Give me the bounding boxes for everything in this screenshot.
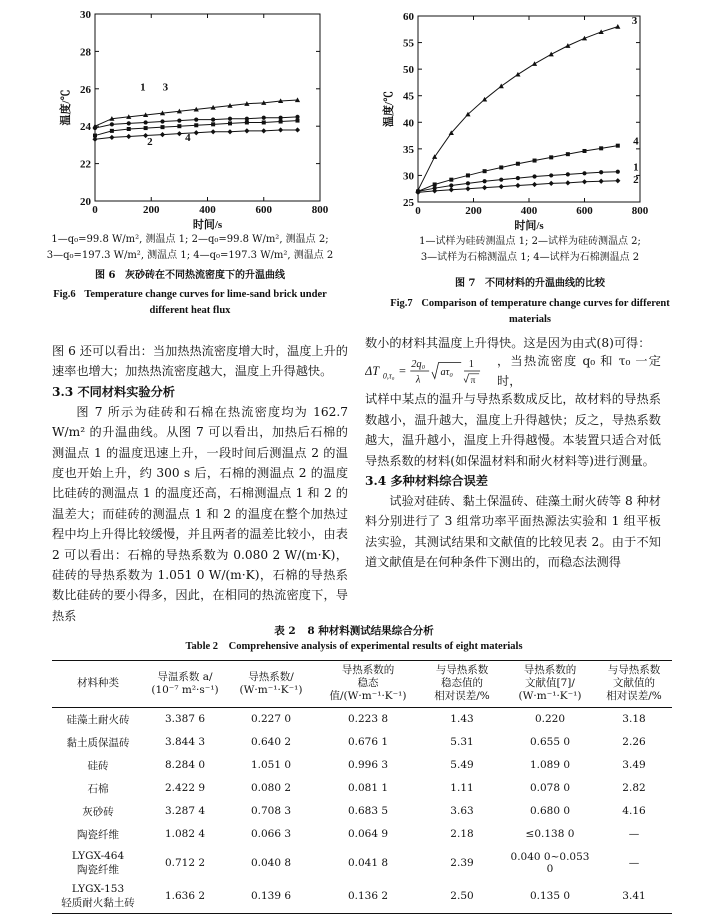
- table-cell: 0.683 5: [347, 805, 389, 817]
- series-1-point: [177, 118, 181, 122]
- series-3-point: [615, 24, 620, 29]
- series-1-point: [616, 170, 620, 174]
- fig7-caption-en-num: Fig.7: [390, 298, 413, 309]
- table-cell-material: 陶瓷纤维: [77, 828, 119, 841]
- series-4-point: [516, 162, 520, 166]
- series-line-3: [418, 27, 618, 191]
- table-cell: 0.680 0: [529, 805, 571, 817]
- table-cell: —: [628, 856, 640, 869]
- table2-title-cn-text: 8 种材料测试结果综合分析: [307, 625, 434, 637]
- y-tick-label: 55: [403, 37, 414, 50]
- table-cell: 8.284 0: [164, 759, 206, 771]
- table-cell-material: 硅砖: [87, 759, 109, 772]
- table-cell: 1.11: [450, 782, 474, 794]
- series-1-point: [110, 122, 114, 126]
- table-cell: 0.135 0: [529, 890, 571, 903]
- table-cell: 0.136 2: [347, 890, 389, 903]
- series-1-point: [211, 118, 215, 122]
- y-tick-label: 40: [403, 117, 414, 130]
- series-2-point: [499, 184, 504, 189]
- y-axis-label: 温度/℃: [383, 90, 395, 128]
- table-cell: 3.287 4: [164, 805, 206, 817]
- series-4-point: [416, 189, 420, 193]
- table-cell: 0.676 1: [347, 736, 389, 748]
- series-2-point: [194, 130, 199, 135]
- series-2-point: [565, 180, 570, 185]
- fig6-caption-cn: [14, 268, 366, 284]
- col-header-steady-error: 与导热系数 稳态值的 相对误差/%: [420, 661, 504, 708]
- series-1-point: [295, 115, 299, 119]
- table-cell: ≤0.138 0: [525, 828, 575, 840]
- series-2-point: [615, 178, 620, 183]
- table-cell: 2.50: [450, 890, 474, 903]
- y-tick-label: 30: [80, 9, 91, 21]
- svg-text:λ: λ: [415, 374, 421, 386]
- x-axis-label: 时间/s: [514, 220, 544, 232]
- table-cell: 0.655 0: [529, 736, 571, 748]
- series-4-point: [245, 120, 249, 124]
- equation-formula: [365, 354, 497, 388]
- col-header-literature: 导热系数的 文献值[7]/ (W·m⁻¹·K⁻¹): [504, 661, 596, 708]
- table-cell-material: 硅藻土耐火砖: [66, 713, 130, 726]
- table-cell: 2.422 9: [164, 782, 206, 794]
- series-4-point: [566, 152, 570, 156]
- fig6-caption-en-2: different heat flux: [149, 305, 231, 316]
- x-tick-label: 600: [255, 204, 272, 216]
- plot-frame: [95, 14, 320, 201]
- fig6-legend-line-2: 3—q₀=197.3 W/m², 测温点 1; 4—q₀=197.3 W/m², 测温点 2: [46, 250, 334, 261]
- series-4-point: [262, 120, 266, 124]
- section-3-3-heading: 3.3 不同材料实验分析: [52, 384, 175, 399]
- table-row: [52, 823, 672, 846]
- table2-title-en: [0, 641, 708, 652]
- table-cell: 0.220: [534, 713, 566, 726]
- fig6-caption-en-1: Temperature change curves for lime-sand brick under: [84, 289, 327, 300]
- y-tick-label: 26: [80, 83, 91, 96]
- left-column-text: [52, 341, 348, 626]
- svg-text:ΔT: ΔT: [365, 364, 380, 379]
- series-4-point: [127, 127, 131, 131]
- y-tick-label: 22: [80, 158, 91, 171]
- series-1-point: [566, 172, 570, 176]
- x-tick-label: 0: [92, 204, 98, 216]
- series-1-point: [245, 117, 249, 121]
- series-2-point: [126, 134, 131, 139]
- series-2-point: [449, 187, 454, 192]
- table-cell: 0.040 8: [250, 856, 292, 869]
- series-4-point: [449, 178, 453, 182]
- table-cell: 0.080 2: [250, 782, 292, 794]
- series-2-point: [244, 128, 249, 133]
- fig6-caption-en-num: Fig.6: [53, 289, 76, 300]
- x-tick-label: 0: [415, 205, 421, 217]
- table2-title-en-num: Table 2: [185, 641, 219, 652]
- table-cell: 0.996 3: [347, 759, 389, 771]
- series-1-point: [228, 117, 232, 121]
- table-cell: 0.066 3: [250, 828, 292, 840]
- table-cell: 0.223 8: [347, 713, 389, 726]
- series-label-1: 1: [140, 81, 146, 94]
- table-cell: 0.078 0: [529, 782, 571, 794]
- fig7-caption-en-2: materials: [509, 314, 551, 325]
- series-4-point: [616, 144, 620, 148]
- table-cell: 3.41: [622, 890, 646, 903]
- fig6-caption-en: [14, 287, 366, 319]
- series-1-point: [549, 173, 553, 177]
- table-cell: 2.39: [450, 856, 474, 869]
- y-tick-label: 60: [403, 11, 414, 23]
- table-row: [52, 880, 672, 914]
- series-label-1: 1: [633, 161, 639, 174]
- svg-text:=: =: [398, 364, 406, 379]
- series-1-point: [127, 121, 131, 125]
- table-header-row: [52, 661, 672, 708]
- y-tick-label: 45: [403, 90, 414, 103]
- paragraph-conductivity-explanation: 试样中某点的温升与导热系数成反比，故材料的导热系数越小，温升越大，温度上升得越快；反之，导热系数越大，温升越小，温度上升得越慢。本装置只适合对低导热系数的材料(如保温材料和耐火材料等)进行测量。: [365, 392, 661, 468]
- series-1-point: [483, 179, 487, 183]
- y-tick-label: 20: [80, 196, 91, 208]
- table-cell: 3.49: [622, 759, 646, 771]
- table-cell: 2.18: [450, 828, 474, 840]
- table-cell: 0.227 0: [250, 713, 292, 726]
- fig7-caption-en-1: Comparison of temperature change curves for different: [421, 298, 670, 309]
- fig7-legend: [362, 234, 698, 266]
- fig7-chart: [378, 4, 668, 236]
- fig6-chart: [40, 4, 340, 234]
- series-4-point: [583, 149, 587, 153]
- results-table: [52, 660, 672, 914]
- x-tick-label: 800: [311, 204, 329, 216]
- series-2-point: [515, 183, 520, 188]
- x-tick-label: 200: [143, 204, 160, 216]
- series-2-point: [160, 132, 165, 137]
- table-cell-material: LYGX-153 轻质耐火黏土砖: [61, 883, 135, 910]
- series-label-3: 3: [631, 14, 638, 27]
- series-3-point: [565, 43, 570, 48]
- table-cell: 5.49: [450, 759, 474, 771]
- series-4-point: [211, 122, 215, 126]
- svg-text:1: 1: [468, 359, 474, 371]
- fig6-caption-cn-num: 图 6: [95, 270, 116, 281]
- y-tick-label: 30: [403, 170, 414, 183]
- table2-title-en-text: Comprehensive analysis of experimental results of eight materials: [228, 641, 523, 652]
- series-2-point: [465, 186, 470, 191]
- series-1-point: [466, 181, 470, 185]
- series-4-point: [144, 126, 148, 130]
- table-row: [52, 731, 672, 754]
- right-column-text: [365, 333, 661, 573]
- col-header-conductivity: 导热系数/ (W·m⁻¹·K⁻¹): [226, 661, 316, 708]
- fig7-caption-cn-text: 不同材料的升温曲线的比较: [484, 278, 605, 289]
- series-4-point: [161, 125, 165, 129]
- series-1-point: [160, 119, 164, 123]
- table-cell-material: LYGX-464 陶瓷纤维: [71, 849, 125, 876]
- table-cell: 3.844 3: [164, 736, 206, 748]
- plot-frame: [418, 16, 640, 202]
- series-1-point: [499, 178, 503, 182]
- table2-title-cn-num: 表 2: [274, 625, 296, 637]
- paragraph-material-analysis: 图 7 所示为硅砖和石棉在热流密度均为 162.7 W/m² 的升温曲线。从图 7 可以看出，加热后石棉的测温点 1 的温度迅速上升，一段时间后测温点 2 的温度也开始上升，约 300 s 后，石棉的测温点 2 的温度比硅砖的测温点 1 的温度还高，石棉测温点 1 和 2 的温差大；而硅砖的测温点 1 和 2 的温度在整个加热过程中均上升得比较缓慢，并且两者的温差比较小，由表 2 可以看出：石棉的导热系数为 0.080 2 W/(m·K)，硅砖的导热系数为 1.051 0 W/(m·K)，石棉的导热系数比硅砖的要小得多，因此，在相同的热流密度下，导热系: [52, 404, 348, 623]
- paragraph-fig6-observation: 图 6 还可以看出：当加热热流密度增大时，温度上升的速率也增大；加热热流密度越大，温度上升得越快。: [52, 344, 348, 379]
- series-2-point: [211, 129, 216, 134]
- y-tick-label: 50: [403, 64, 414, 77]
- table-cell: 1.43: [450, 713, 474, 726]
- table-cell: 2.82: [622, 782, 646, 794]
- x-tick-label: 600: [576, 205, 593, 217]
- table-row: [52, 708, 672, 731]
- svg-text:π: π: [470, 376, 476, 387]
- series-2-point: [532, 182, 537, 187]
- fig6-caption-cn-text: 灰砂砖在不同热流密度下的升温曲线: [124, 270, 285, 281]
- series-4-point: [93, 134, 97, 138]
- series-label-2: 2: [147, 135, 153, 148]
- fig7-caption-cn-num: 图 7: [455, 278, 476, 289]
- series-label-4: 4: [633, 135, 639, 148]
- fig7-caption-en: [362, 296, 698, 328]
- series-1-point: [582, 171, 586, 175]
- series-1-point: [599, 170, 603, 174]
- svg-text:aτ₀: aτ₀: [440, 367, 453, 379]
- table-cell: 1.089 0: [529, 759, 571, 771]
- series-4-point: [599, 146, 603, 150]
- series-1-point: [262, 116, 266, 120]
- series-4-point: [499, 165, 503, 169]
- table-row: [52, 846, 672, 880]
- series-1-point: [532, 174, 536, 178]
- series-2-point: [582, 179, 587, 184]
- table-cell: 4.16: [622, 805, 646, 817]
- series-4-point: [433, 182, 437, 186]
- equation-trailing-text: ，当热流密度 q₀ 和 τ₀ 一定时，: [497, 354, 661, 389]
- table-cell: 1.082 4: [164, 828, 206, 840]
- series-4-point: [483, 169, 487, 173]
- series-3-point: [499, 84, 504, 89]
- x-tick-label: 400: [199, 204, 216, 216]
- fig7-legend-line-2: 3—试样为石棉测温点 1; 4—试样为石棉测温点 2: [420, 252, 640, 263]
- y-tick-label: 25: [403, 197, 414, 209]
- series-1-point: [194, 118, 198, 122]
- table-cell: 1.636 2: [164, 890, 206, 903]
- table-cell: 0.041 8: [347, 856, 389, 869]
- series-3-point: [532, 61, 537, 66]
- fig7-legend-line-1: 1—试样为硅砖测温点 1; 2—试样为硅砖测温点 2;: [419, 236, 641, 247]
- y-tick-label: 28: [80, 46, 91, 59]
- table-cell: 2.26: [622, 736, 646, 748]
- series-2-point: [295, 127, 300, 132]
- series-4-point: [228, 121, 232, 125]
- series-1-point: [144, 120, 148, 124]
- series-4-point: [279, 120, 283, 124]
- series-2-point: [549, 181, 554, 186]
- fig6-legend-line-1: 1—q₀=99.8 W/m², 测温点 1; 2—q₀=99.8 W/m², 测温点 2;: [51, 234, 329, 245]
- x-tick-label: 800: [631, 205, 649, 217]
- table-cell-material: 黏土质保温砖: [66, 736, 130, 749]
- series-2-point: [227, 129, 232, 134]
- x-axis-label: 时间/s: [192, 219, 223, 231]
- table-cell: 0.712 2: [164, 856, 206, 869]
- series-2-point: [482, 185, 487, 190]
- series-2-point: [278, 127, 283, 132]
- y-axis-label: 温度/℃: [60, 89, 72, 126]
- table-cell: 0.064 9: [347, 828, 389, 840]
- series-1-point: [516, 176, 520, 180]
- table-cell: 0.640 2: [250, 736, 292, 748]
- series-1-point: [449, 183, 453, 187]
- table-cell: —: [628, 828, 640, 840]
- series-4-point: [466, 173, 470, 177]
- series-4-point: [110, 129, 114, 133]
- table-cell: 0.081 1: [347, 782, 389, 794]
- series-4-point: [296, 119, 300, 123]
- col-header-steady-state: 导热系数的 稳态值/(W·m⁻¹·K⁻¹): [316, 661, 420, 708]
- series-4-point: [194, 123, 198, 127]
- series-label-4: 4: [185, 132, 191, 145]
- series-label-2: 2: [633, 173, 639, 186]
- table-cell: 3.18: [622, 713, 646, 726]
- series-3-point: [549, 52, 554, 57]
- series-label-3: 3: [162, 81, 169, 94]
- fig7-caption-cn: [362, 276, 698, 292]
- x-tick-label: 400: [520, 205, 538, 217]
- table-row: [52, 777, 672, 800]
- series-2-point: [599, 179, 604, 184]
- series-2-point: [261, 128, 266, 133]
- y-tick-label: 35: [403, 143, 414, 156]
- table-cell: 1.051 0: [250, 759, 292, 771]
- series-2-point: [109, 135, 114, 140]
- table-cell: 0.139 6: [250, 890, 292, 903]
- series-1-point: [279, 116, 283, 120]
- table-cell: 0.040 0~0.053 0: [510, 850, 590, 875]
- fig6-legend: [14, 232, 366, 264]
- svg-text:2q₀: 2q₀: [411, 359, 426, 371]
- col-header-literature-error: 与导热系数 文献值的 相对误差/%: [596, 661, 672, 708]
- table-cell: 3.63: [450, 805, 474, 817]
- table-cell: 0.708 3: [250, 805, 292, 817]
- series-4-point: [549, 155, 553, 159]
- table-cell: 3.387 6: [164, 713, 206, 726]
- table2-title-cn: [0, 623, 708, 638]
- table-cell-material: 灰砂砖: [82, 805, 114, 818]
- table-row: [52, 800, 672, 823]
- series-4-point: [177, 124, 181, 128]
- table-cell-material: 石棉: [87, 782, 109, 795]
- x-tick-label: 200: [465, 205, 482, 217]
- equation-line: [365, 353, 661, 389]
- paragraph-continuation: 数小的材料其温度上升得快。这是因为由式(8)可得：: [365, 336, 651, 350]
- series-3-point: [515, 72, 520, 77]
- col-header-diffusivity: 导温系数 a/ (10⁻⁷ m²·s⁻¹): [144, 661, 226, 708]
- series-2-point: [177, 131, 182, 136]
- svg-text:0,τ₀: 0,τ₀: [382, 371, 395, 381]
- table-row: [52, 754, 672, 777]
- col-header-material: 材料种类: [52, 661, 144, 708]
- y-tick-label: 24: [80, 121, 91, 134]
- section-3-4-heading: 3.4 多种材料综合误差: [365, 474, 488, 489]
- table-cell: 5.31: [450, 736, 474, 748]
- series-4-point: [533, 159, 537, 163]
- paragraph-combined-error: 试验对硅砖、黏土保温砖、硅藻土耐火砖等 8 种材料分别进行了 3 组常功率平面热源法实验和 1 组平板法实验，其测试结果和文献值的比较见表 2。由于不知道文献值是在何种条件下测出的，而稳态法测得: [365, 494, 661, 570]
